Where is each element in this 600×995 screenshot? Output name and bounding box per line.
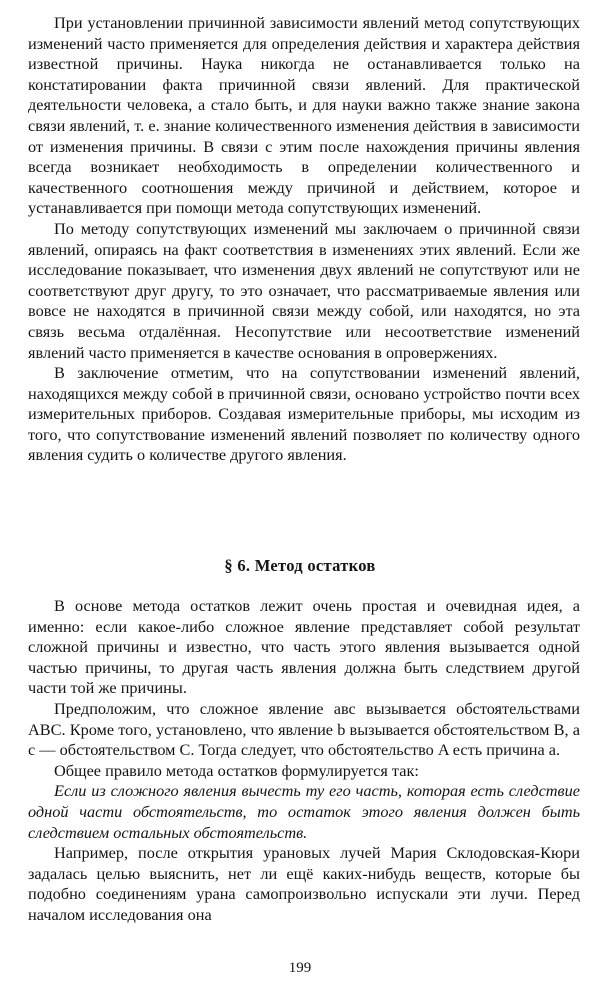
text-block-method-of-residues xyxy=(28,596,580,926)
paragraph: Предположим, что сложное явление авс вызывается обстоятельствами ABC. Кроме того, установлено, что явление b вызывается обстоятельством B, а с — обстоятельством C. Тогда следует, что обстоятельство A есть причина a. xyxy=(28,698,580,760)
paragraph: По методу сопутствующих изменений мы заключаем о причинной связи явлений, опираясь на факт соответствия в изменениях этих явлений. Если же исследование показывает, что изменения двух явлений не сопутствуют или не соответствуют друг другу, то это означает, что рассматриваемые явления или вовсе не находятся в причинной связи между собой, или находятся, но эта связь весьма отдалённая. Несопутствие или несоответствие изменений явлений часто применяется в качестве основания в опровержениях. xyxy=(28,218,580,362)
paragraph: Общее правило метода остатков формулируется так: xyxy=(54,760,419,780)
paragraph: В основе метода остатков лежит очень простая и очевидная идея, а именно: если какое-либо сложное явление представляет собой результат сложной причины и известно, что часть этого явления вызывается одной частью причины, то другая часть явления должна быть следствием другой части той же причины. xyxy=(28,596,580,698)
paragraph: Например, после открытия урановых лучей Мария Склодовская-Кюри задалась целью выяснить, нет ли ещё каких-нибудь веществ, которые бы подобно соединениям урана самопроизвольно испускали эти лучи. Перед началом исследования она xyxy=(28,843,580,924)
rule-statement: Если из сложного явления вычесть ту его часть, которая есть следствие одной части обстоятельств, то остаток этого явления должен быть следствием остальных обстоятельств. xyxy=(28,781,580,842)
paragraph: В заключение отметим, что на сопутствовании изменений явлений, находящихся между собой в причинной связи, основано устройство почти всех измерительных приборов. Создавая измерительные приборы, мы исходим из того, что сопутствование изменений явлений позволяет по количеству одного явления судить о количестве другого явления. xyxy=(28,363,580,465)
page-number: 199 xyxy=(288,960,312,976)
text-block-causal-dependence xyxy=(28,13,580,466)
section-heading: § 6. Метод остатков xyxy=(224,556,376,575)
paragraph: При установлении причинной зависимости явлений метод сопутствующих изменений часто применяется для определения действия и характера действия известной причины. Наука никогда не останавливается только на констатировании факта причинной связи явлений. Для практической деятельности человека, а стало быть, и для науки важно также знание закона связи явлений, т. е. знание количественного изменения действия в зависимости от изменения причины. В связи с этим после нахождения причины явления всегда возникает необходимость в определении количественного и качественного соотношения между причиной и действием, которое и устанавливается при помощи метода сопутствующих изменений. xyxy=(28,13,580,218)
